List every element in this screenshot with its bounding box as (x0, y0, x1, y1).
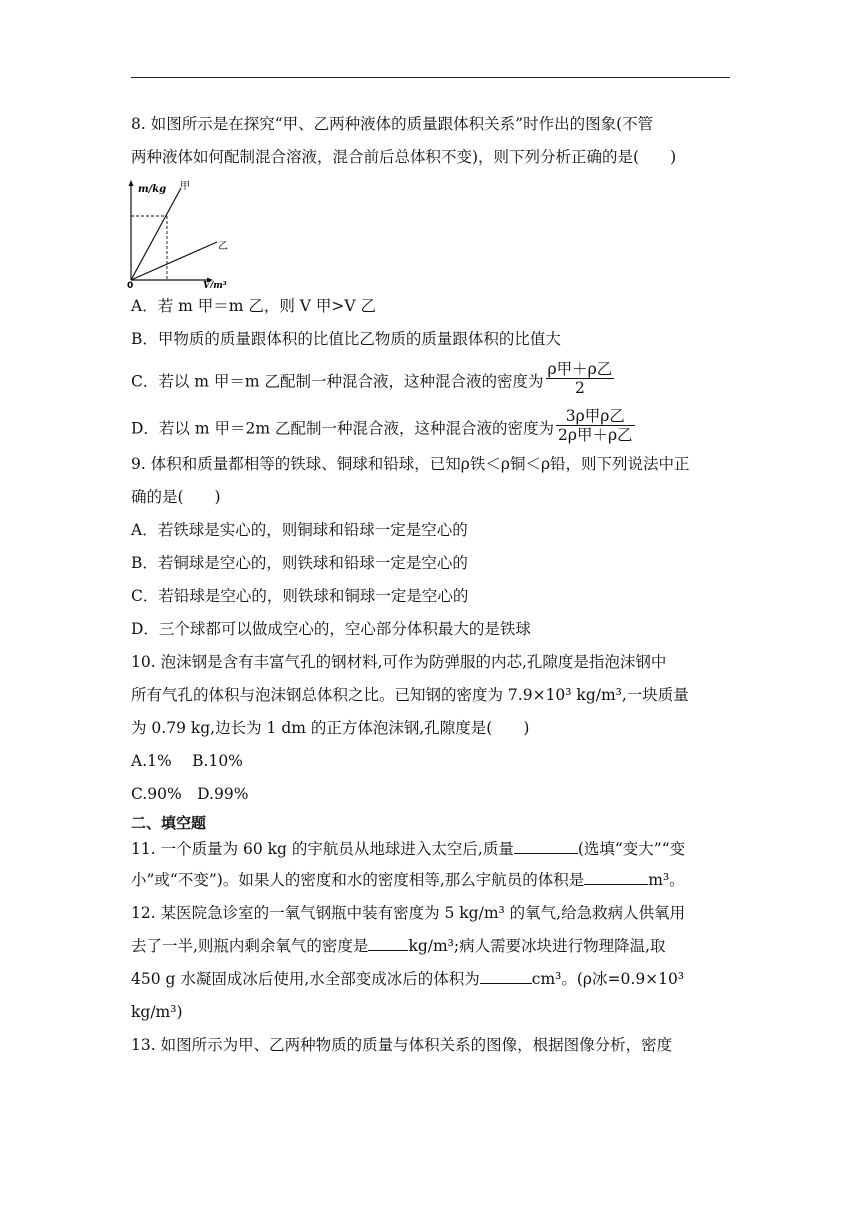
q9-option-b: B．若铜球是空心的，则铁球和铅球一定是空心的 (131, 554, 468, 572)
q8-option-d-text: D．若以 m 甲＝2m 乙配制一种混合液，这种混合液的密度为 (131, 419, 554, 438)
section-title-fill-in: 二、填空题 (131, 814, 207, 832)
q9-option-c: C．若铅球是空心的，则铁球和铜球一定是空心的 (131, 587, 469, 605)
fraction-numerator: 3ρ甲ρ乙 (556, 407, 635, 426)
line-jia-label: 甲 (180, 181, 190, 192)
q8-option-a: A．若 m 甲＝m 乙，则 V 甲>V 乙 (131, 297, 377, 315)
q10-options-ab: A.1% B.10% (131, 752, 243, 770)
x-axis-label: V/m³ (203, 281, 227, 288)
origin-label: 0 (127, 281, 134, 288)
q8-option-c-text: C．若以 m 甲＝m 乙配制一种混合液，这种混合液的密度为 (131, 372, 544, 391)
q12-text-a: 去了一半,则瓶内剩余氧气的密度是 (131, 937, 369, 955)
q9-option-d: D．三个球都可以做成空心的，空心部分体积最大的是铁球 (131, 620, 531, 638)
y-axis-label: m/kg (138, 184, 167, 195)
y-axis-arrow (129, 180, 134, 186)
q8-option-c (131, 360, 731, 401)
q10-line1: 10. 泡沫钢是含有丰富气孔的钢材料,可作为防弹服的内芯,孔隙度是指泡沫钢中 (131, 653, 667, 671)
q10-line3: 为 0.79 kg,边长为 1 dm 的正方体泡沫钢,孔隙度是( ) (131, 719, 530, 737)
q12-text-b: kg/m³;病人需要冰块进行物理降温,取 (408, 937, 666, 955)
q12-line3 (131, 963, 731, 996)
line-yi (131, 242, 217, 280)
answer-blank[interactable] (514, 837, 578, 854)
q11-text-b: (选填“变大”“变 (577, 840, 686, 858)
q12-line2 (131, 930, 731, 963)
mass-volume-graph (125, 176, 235, 288)
answer-blank[interactable] (480, 967, 532, 984)
worksheet-content (127, 108, 731, 1062)
answer-blank[interactable] (584, 868, 648, 885)
line-jia (131, 188, 181, 280)
header-rule (131, 77, 730, 78)
fraction-denominator: 2 (574, 379, 585, 397)
q11-line1 (131, 835, 731, 864)
q8-stem-line2: 两种液体如何配制混合溶液，混合前后总体积不变)，则下列分析正确的是( ) (131, 148, 677, 166)
q9-option-a: A．若铁球是实心的，则铜球和铅球一定是空心的 (131, 521, 468, 539)
q8-graph (127, 174, 731, 290)
q8-option-c-fraction (546, 360, 615, 397)
q11-text-d: m³。 (648, 871, 685, 889)
q11-line2 (131, 864, 731, 897)
q9-stem-line2: 确的是( ) (131, 488, 221, 506)
line-yi-label: 乙 (218, 241, 228, 252)
q8-option-d (131, 407, 731, 448)
q10-options-cd: C.90% D.99% (131, 785, 249, 803)
fraction-denominator: 2ρ甲＋ρ乙 (557, 426, 633, 444)
q11-text-c: 小”或“不变”)。如果人的密度和水的密度相等,那么宇航员的体积是 (131, 871, 585, 889)
fraction-numerator: ρ甲＋ρ乙 (547, 360, 613, 378)
q12-text-c: 450 g 水凝固成冰后使用,水全部变成冰后的体积为 (131, 970, 480, 988)
q12-text-d: cm³。(ρ冰=0.9×10³ (531, 970, 685, 988)
q12-line4: kg/m³) (131, 1003, 183, 1021)
q11-text-a: 11. 一个质量为 60 kg 的宇航员从地球进入太空后,质量 (131, 840, 514, 858)
q8-option-b: B．甲物质的质量跟体积的比值比乙物质的质量跟体积的比值大 (131, 330, 561, 348)
q10-line2: 所有气孔的体积与泡沫钢总体积之比。已知钢的密度为 7.9×10³ kg/m³,一块质量 (131, 686, 689, 704)
q8-stem-line1: 8. 如图所示是在探究“甲、乙两种液体的质量跟体积关系”时作出的图象(不管 (131, 115, 654, 133)
answer-blank[interactable] (368, 934, 408, 951)
q9-stem-line1: 9. 体积和质量都相等的铁球、铜球和铅球，已知ρ铁＜ρ铜＜ρ铅，则下列说法中正 (131, 455, 690, 473)
q12-line1: 12. 某医院急诊室的一氧气钢瓶中装有密度为 5 kg/m³ 的氧气,给急救病人供氧用 (131, 904, 686, 922)
q8-option-d-fraction (556, 407, 635, 444)
q13-line1: 13. 如图所示为甲、乙两种物质的质量与体积关系的图像，根据图像分析，密度 (131, 1036, 673, 1054)
